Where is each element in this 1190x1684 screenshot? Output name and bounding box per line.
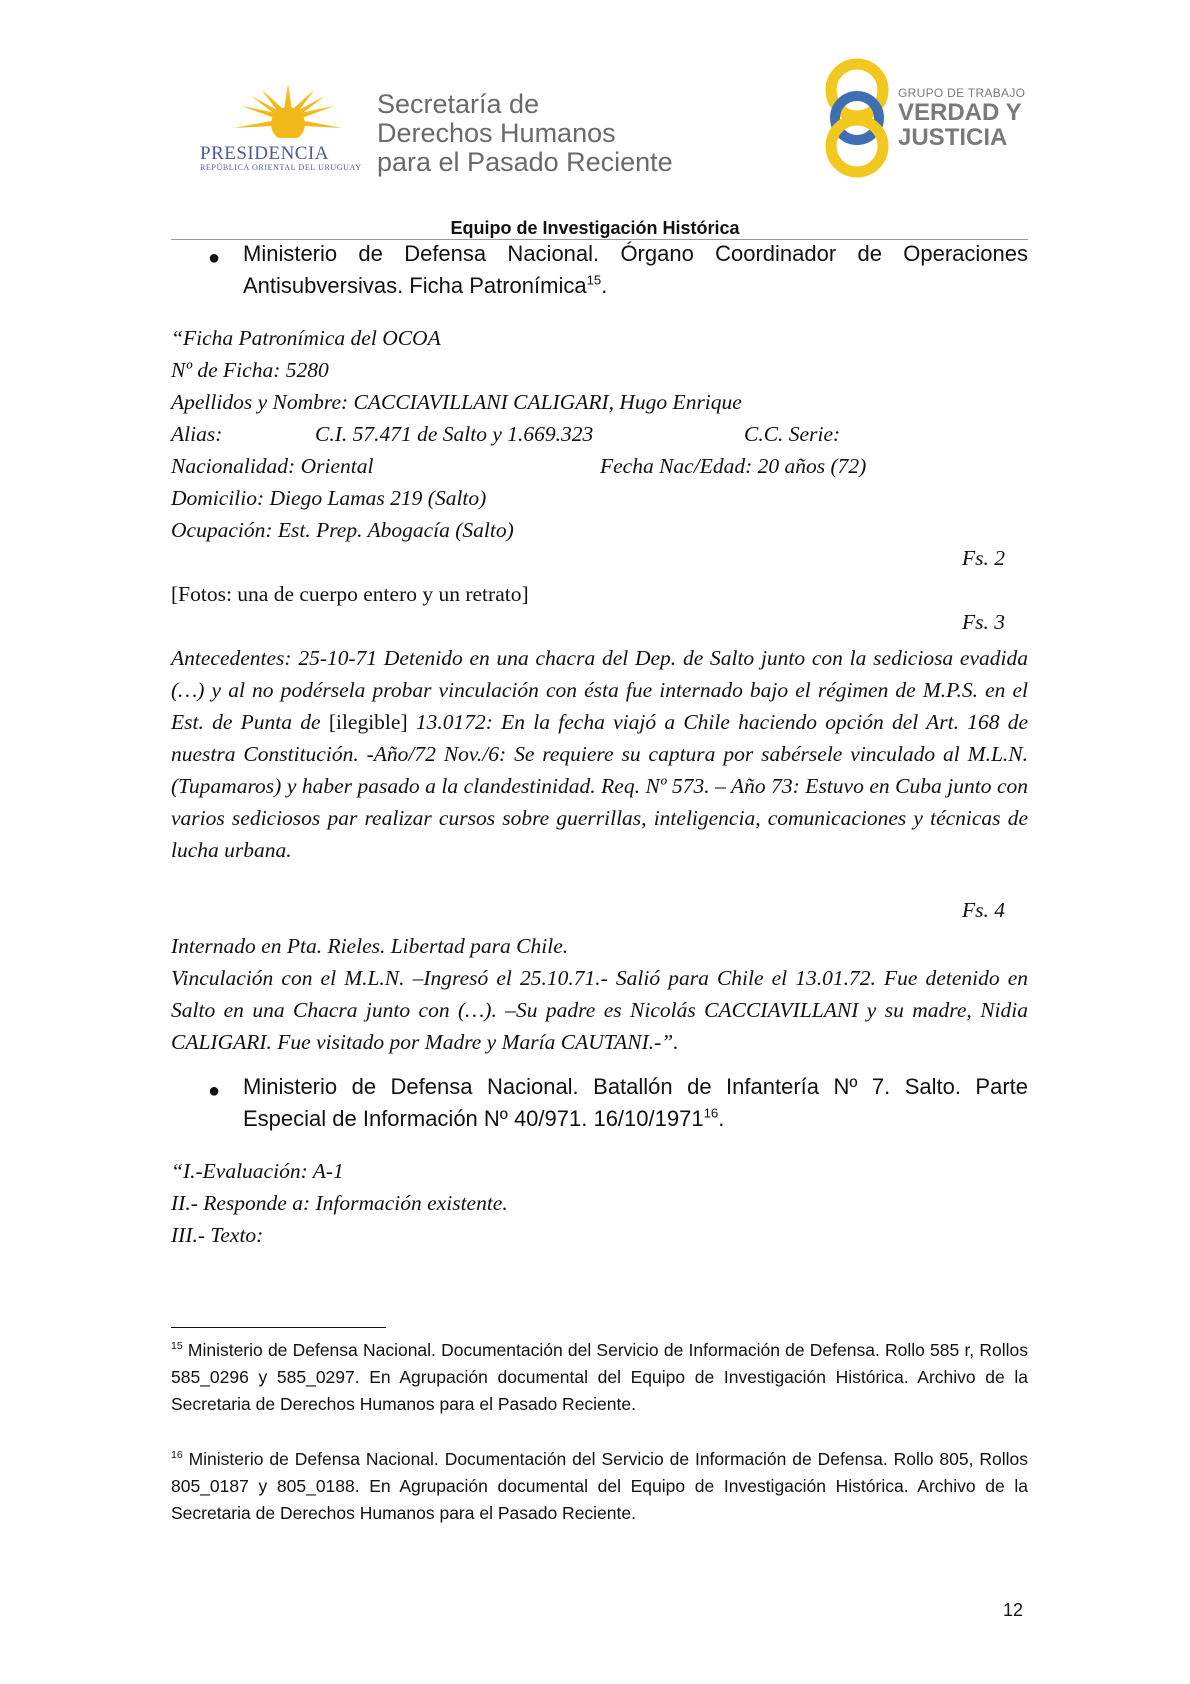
ficha-title: “Ficha Patronímica del OCOA <box>171 326 441 350</box>
vinculacion-paragraph: Vinculación con el M.L.N. –Ingresó el 25.10.71.- Salió para Chile el 13.01.72. Fue detenido en Salto en una Chacra junto con (…). –Su padre es Nicolás CACCIAVILLANI y su madre, Nidia CALIGARI. Fue visitado por Madre y María CAUTANI.-”. <box>171 966 1028 1054</box>
ficha-apellidos: Apellidos y Nombre: CACCIAVILLANI CALIGARI, Hugo Enrique <box>171 390 742 414</box>
secretaria-line-2: Derechos Humanos <box>377 118 616 148</box>
evaluacion-line: “I.-Evaluación: A-1 <box>171 1159 344 1183</box>
fs-4-label: Fs. 4 <box>962 898 1005 922</box>
footnote-15 <box>171 1337 1028 1418</box>
footnote-number: 16 <box>171 1449 183 1462</box>
fs-3-label: Fs. 3 <box>962 610 1005 634</box>
antecedentes-part-b: 13.0172: En la fecha viajó a Chile haciendo opción del Art. 168 de nuestra Constitución. -Año/72 Nov./6: Se requiere su captura por sabérsele vinculado al M.L.N. (Tupamaros) y haber pasado a la clandestinidad. Req. Nº 573. – Año 73: Estuvo en Cuba junto con varios sediciosos par realizar cursos sobre guerrillas, inteligencia, comunicaciones y técnicas de lucha urbana. <box>171 710 1029 862</box>
ilegible-note: [ilegible] <box>328 710 408 734</box>
section-1-heading-end: . <box>601 273 608 298</box>
secretaria-line-1: Secretaría de <box>377 89 540 119</box>
texto-line: III.- Texto: <box>171 1223 264 1247</box>
ficha-numero: Nº de Ficha: 5280 <box>171 358 329 382</box>
footnote-ref-15[interactable]: 15 <box>586 272 602 288</box>
section-2-heading-end: . <box>718 1106 725 1131</box>
bullet-icon: ● <box>208 247 221 269</box>
section-1-heading-text: Ministerio de Defensa Nacional. Órgano Coordinador de Operaciones Antisubversivas. Ficha Patronímica <box>243 241 1028 298</box>
ficha-fecha-nac: Fecha Nac/Edad: 20 años (72) <box>600 454 867 478</box>
fs-2-label: Fs. 2 <box>962 546 1005 570</box>
ficha-alias: Alias: <box>171 422 223 446</box>
ficha-cc-serie: C.C. Serie: <box>744 422 841 446</box>
presidencia-sun-logo <box>228 82 348 144</box>
ficha-ocupacion: Ocupación: Est. Prep. Abogacía (Salto) <box>171 518 514 542</box>
antecedentes-paragraph <box>171 642 1028 866</box>
grupo-de-trabajo-label: GRUPO DE TRABAJO <box>898 86 1026 100</box>
document-header-title: Equipo de Investigación Histórica <box>450 218 740 238</box>
page-number: 12 <box>1003 1600 1024 1620</box>
secretaria-logo-text <box>377 90 673 177</box>
footnote-16 <box>171 1446 1028 1527</box>
footnote-number: 15 <box>171 1340 183 1353</box>
verdad-label: VERDAD Y <box>898 99 1022 126</box>
footnote-text: Ministerio de Defensa Nacional. Documentación del Servicio de Información de Defensa. Rollo 805, Rollos 805_0187 y 805_0188. En Agrupación documental del Equipo de Investigación Histórica. Archivo de la Secretaria de Derechos Humanos para el Pasado Reciente. <box>171 1449 1028 1523</box>
responde-line: II.- Responde a: Información existente. <box>171 1191 508 1215</box>
presidencia-name: PRESIDENCIA <box>200 143 330 164</box>
justicia-label: JUSTICIA <box>898 124 1008 151</box>
secretaria-line-3: para el Pasado Reciente <box>377 147 673 177</box>
footnote-ref-16[interactable]: 16 <box>703 1105 719 1121</box>
section-1-heading <box>243 238 1028 302</box>
fotos-note: [Fotos: una de cuerpo entero y un retrato] <box>171 582 529 606</box>
ficha-nacionalidad: Nacionalidad: Oriental <box>171 454 374 478</box>
section-2-heading <box>243 1071 1028 1135</box>
antecedentes-part-a: Antecedentes: 25-10-71 Detenido en una chacra del Dep. de Salto junto con la sediciosa evadida (…) y al no podérsela probar vinculación con ésta fue internado bajo el régimen de M.P.S. en el Est. de Punta de <box>171 646 1028 734</box>
verdad-justicia-rings-logo <box>820 56 895 178</box>
bullet-icon: ● <box>208 1080 221 1102</box>
footnote-text: Ministerio de Defensa Nacional. Documentación del Servicio de Información de Defensa. Rollo 585 r, Rollos 585_0296 y 585_0297. En Agrupación documental del Equipo de Investigación Histórica. Archivo de la Secretaria de Derechos Humanos para el Pasado Reciente. <box>171 1340 1028 1414</box>
ficha-domicilio: Domicilio: Diego Lamas 219 (Salto) <box>171 486 487 510</box>
section-2-heading-text: Ministerio de Defensa Nacional. Batallón de Infantería Nº 7. Salto. Parte Especial de Información Nº 40/971. 16/10/1971 <box>243 1074 1028 1131</box>
presidencia-subtitle: REPÚBLICA ORIENTAL DEL URUGUAY <box>200 163 362 172</box>
footnote-separator <box>171 1327 386 1328</box>
ficha-ci: C.I. 57.471 de Salto y 1.669.323 <box>315 422 594 446</box>
verdad-justicia-text <box>898 86 1025 150</box>
internado-line: Internado en Pta. Rieles. Libertad para Chile. <box>171 934 569 958</box>
